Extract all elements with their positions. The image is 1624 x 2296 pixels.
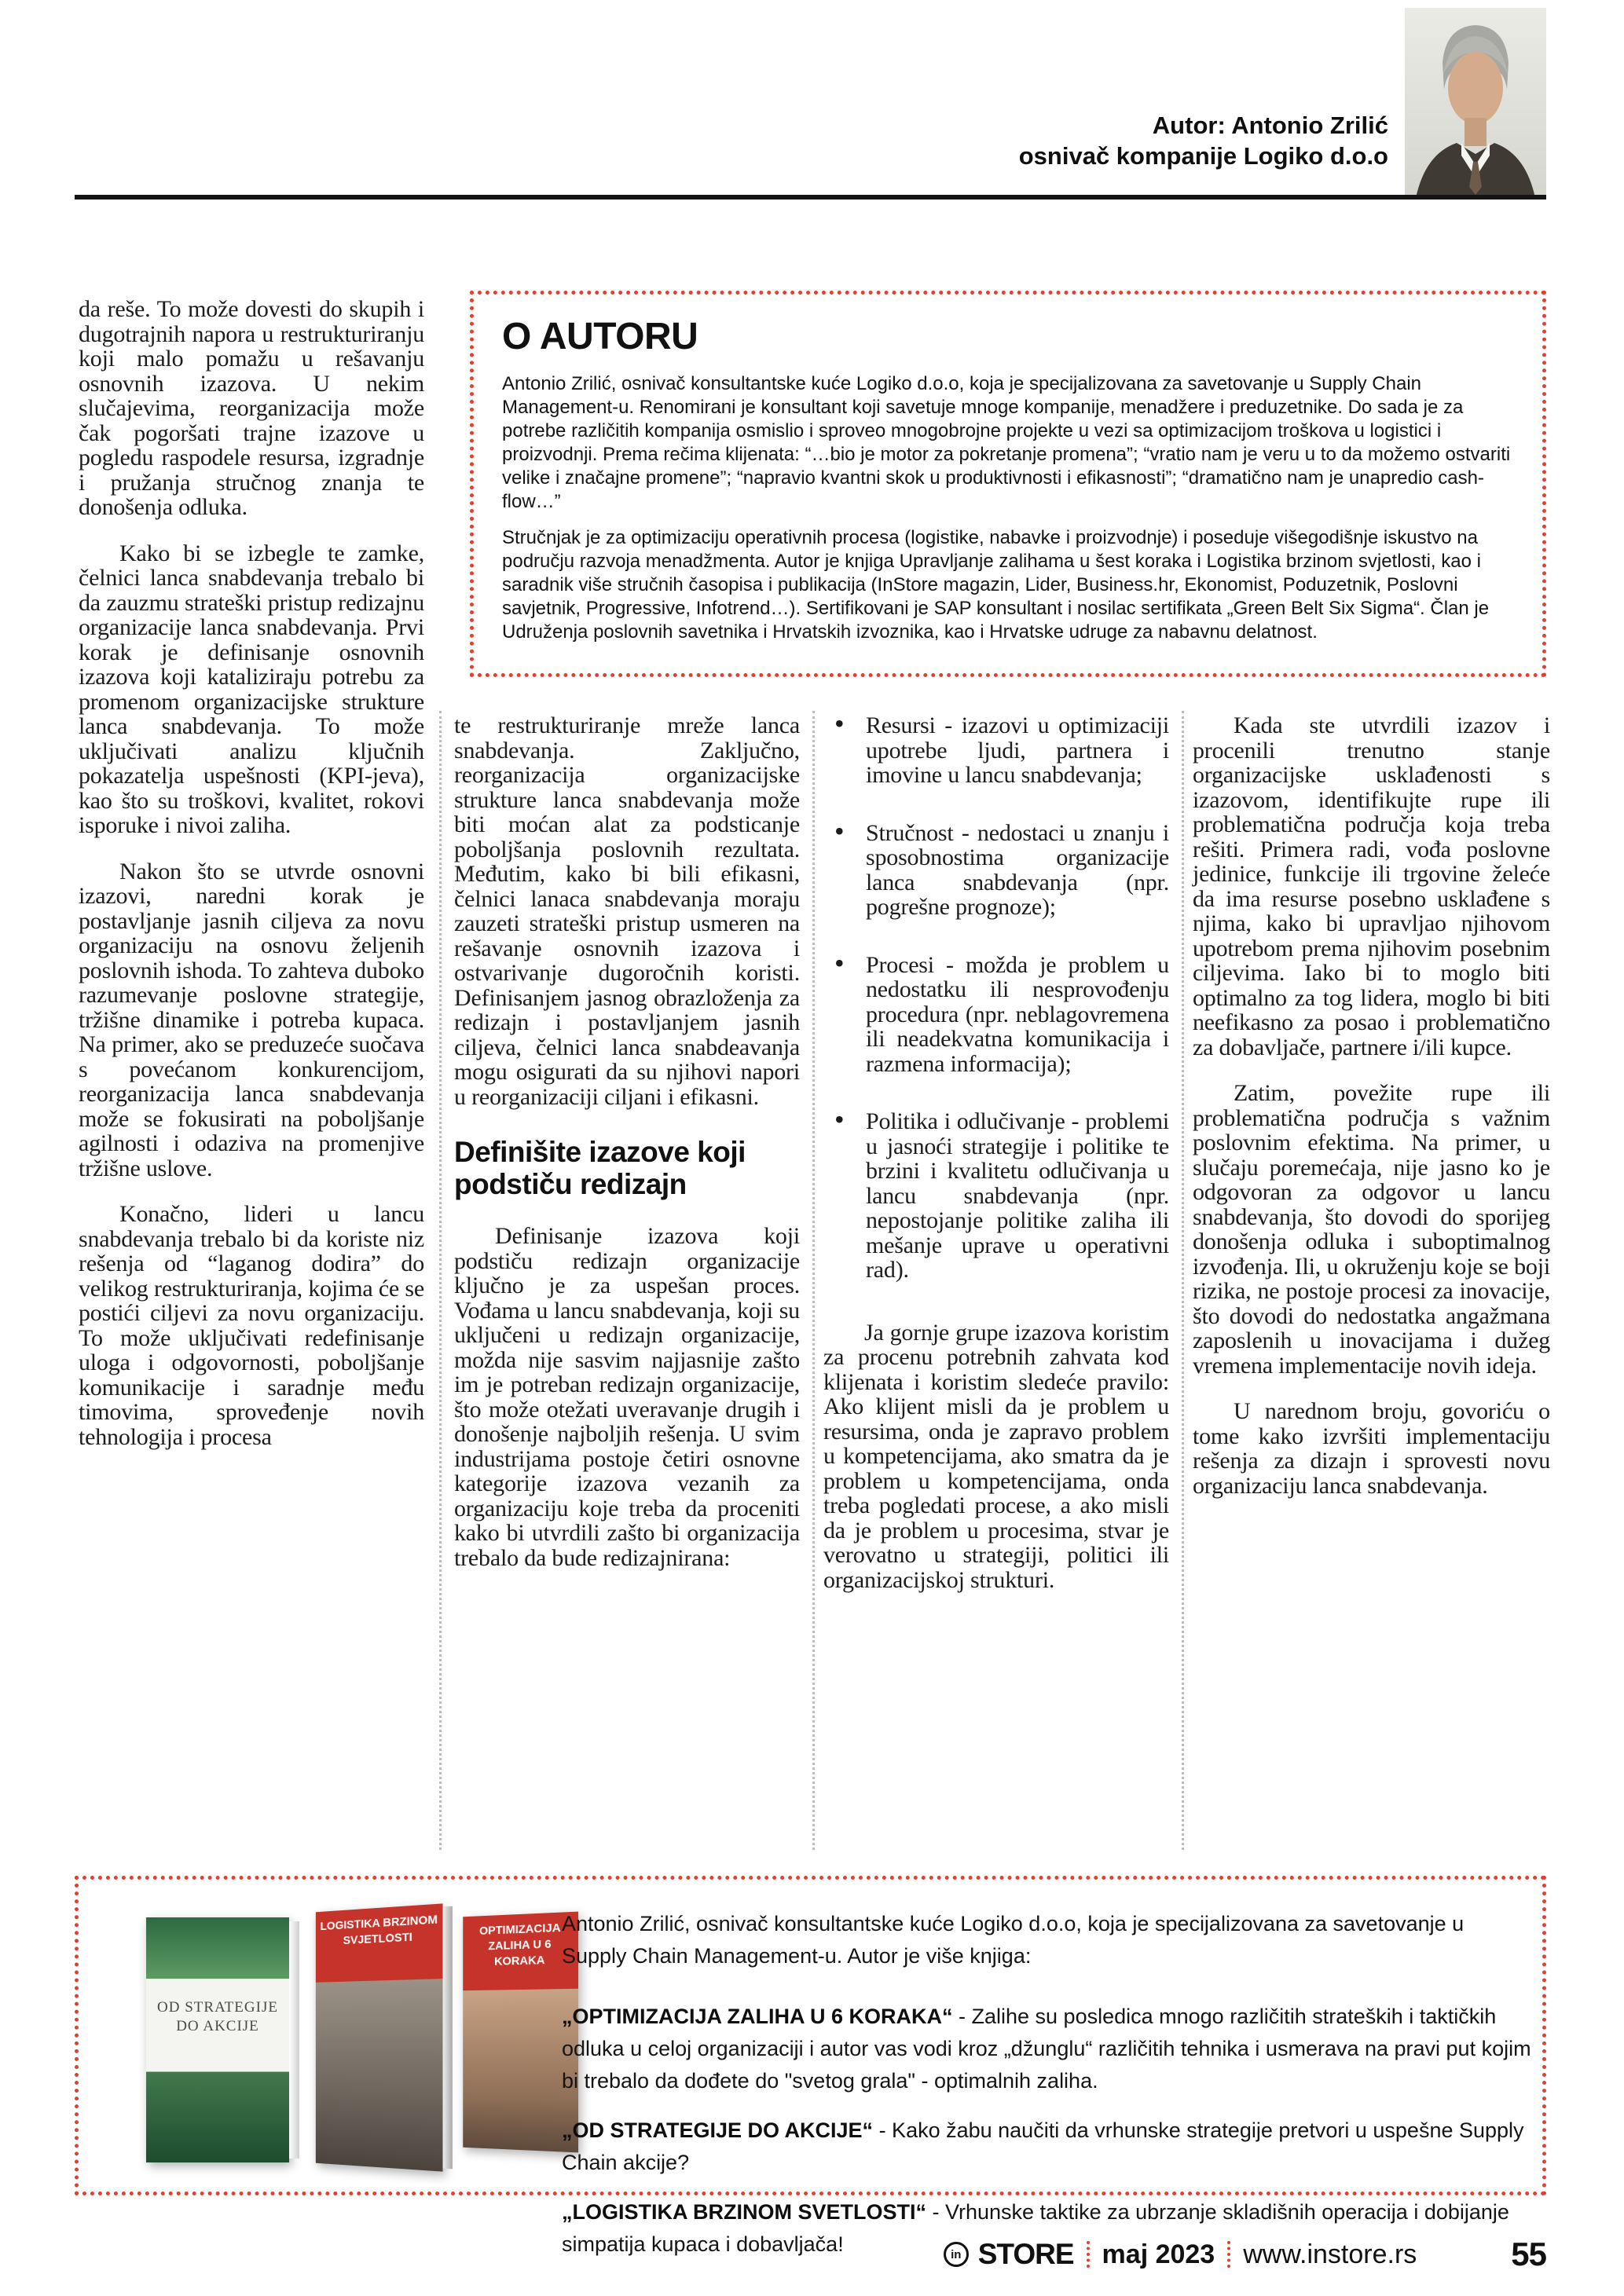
book-entry — [562, 2115, 1532, 2179]
article-paragraph: Kada ste utvrdili izazov i procenili trenutno stanje organizacijske usklađenosti s izazovom, identifikujte rupe ili problematična područja koja treba rešiti. Primera radi, vođa poslovne jedinice, funkcije ili trgovine želeće da ima resurse posebno usklađene s njima, kako bi upravljao njihovom upotrebom prema njihovim posebnim ciljevima. Iako bi to moglo biti optimalno za tog lidera, moglo bi biti neefikasno za posao i problematično za dobavljače, partnere i/ili kupce. — [1193, 712, 1550, 1060]
article-paragraph: Konačno, lideri u lancu snabdevanja trebalo bi da koriste niz rešenja od “laganog dodira” do velikog restrukturiranja, kojima će se postići ciljevi za novu organizaciju. To može uključivati redefinisanje uloga i odgovornosti, poboljšanje komunikacije i saradnje među timovima, sproveđenje novih tehnologija i procesa — [79, 1201, 424, 1450]
page-footer — [944, 2236, 1546, 2273]
book-entry-description: - Kako žabu naučiti da vrhunske strategije pretvori u uspešne Supply Chain akcije? — [562, 2118, 1524, 2174]
article-column-2 — [454, 713, 800, 1570]
footer-separator — [1087, 2241, 1090, 2268]
article-paragraph: Ja gornje grupe izazova koristim za procenu potrebnih zahvata kod klijenata i koristim sledeće pravilo: Ako klijent misli da je problem u resursima, onda je zapravo problem u kompetencijama, ako smatra da je problem u kompetencijama, onda treba pogledati procese, a ako misli da je problem u procesima, stvar je verovatno u strategiji, politici ili organizacijskoj strukturi. — [823, 1319, 1169, 1593]
book-entry-description: - Vrhunske taktike za ubrzanje skladišnih operacija i dobijanje simpatija kupaca i dobavljača! — [562, 2200, 1509, 2256]
article-paragraph: U narednom broju, govoriću o tome kako izvršiti implementaciju rešenja za dizajn i sprovesti novu organizaciju lanca snabdevanja. — [1193, 1398, 1550, 1499]
author-byline-role: osnivač kompanije Logiko d.o.o — [1018, 142, 1388, 170]
article-paragraph: te restrukturiranje mreže lanca snabdevanja. Zaključno, reorganizacija organizacijske strukture lanca snabdevanja može biti moćan alat za podsticanje poboljšanja poslovnih rezultata. Međutim, kako bi bili efikasni, čelnici lanaca snabdevanja moraju zauzeti strateški pristup usmeren na rešavanje osnovnih izazova i ostvarivanje dugoročnih koristi. Definisanjem jasnog obrazloženja za redizajn i postavljanjem jasnih ciljeva, čelnici lanca snabdeavanja mogu osigurati da su njihovi napori u reorganizaciji ciljani i efikasni. — [454, 712, 800, 1110]
book-entry-description: - Zalihe su posledica mnogo različitih strateških i taktičkih odluka u celoj organizaciji i autor vas vodi kroz „džunglu“ različitih tehnika i usmerava na pravi put kojim bi trebalo da dođete do "svetog grala" - optimalnih zaliha. — [562, 2005, 1531, 2093]
author-photo — [1405, 8, 1546, 198]
column-divider — [439, 711, 442, 1850]
book-cover-title: LOGISTIKA BRZINOM SVJETLOSTI — [320, 1913, 438, 1948]
article-paragraph: Zatim, povežite rupe ili problematična područja s važnim poslovnim efektima. Na primer, u slučaju poremećaja, nije jasno ko je odgovoran za odgovor u lancu snabdevanja, što dovodi do sporijeg donošenja odluka i suboptimalnog izvođenja. Ili, u okruženju koje se boji rizika, ne postoje procesi za inovacije, što dovodi do nedostatka angažmana zaposlenih u inovacijama i dužeg vremena implementacije novih ideja. — [1193, 1080, 1550, 1379]
author-portrait-illustration — [1405, 8, 1546, 198]
footer-separator — [1227, 2241, 1230, 2268]
section-heading: Definišite izazove koji podstiču redizajn — [454, 1136, 746, 1200]
book-entry-title: „LOGISTIKA BRZINOM SVETLOSTI“ — [562, 2200, 926, 2224]
bullet-text: • Resursi - izazovi u optimizaciji upotrebe ljudi, partnera i imovine u lancu snabdevanja; — [866, 712, 1169, 788]
book-covers-image — [108, 1905, 564, 2172]
about-author-title: O AUTORU — [502, 316, 698, 357]
book-entry — [562, 2001, 1532, 2097]
book-entry-title: „OD STRATEGIJE DO AKCIJE“ — [562, 2118, 874, 2142]
author-byline — [1019, 110, 1388, 171]
bullet-text: • Procesi - možda je problem u nedostatku ili nesprovođenju procedura (npr. neblagovremena ili neadekvatna komunikacija i razmena informacija); — [866, 951, 1169, 1077]
page-number: 55 — [1511, 2236, 1546, 2272]
book-cover-optimizacija-zaliha — [463, 1912, 578, 2153]
book-cover-logistika-brzinom-svjetlosti — [316, 1903, 443, 2171]
book-cover-title: OD STRATEGIJE DO AKCIJE — [157, 1998, 278, 2034]
about-author-paragraph-1: Antonio Zrilić, osnivač konsultantske kuće Logiko d.o.o, koja je specijalizovana za savetovanje u Supply Chain Management-u. Renomirani je konsultant koji savetuje mnoge kompanije, menadžere i preduzetnike. Do sada je za potrebe različitih kompanija osmislio i sproveo mnogobrojne projekte u vezi sa optimizacijom troškova u logistici i proizvodnji. Prema rečima klijenata: “…bio je motor za pokretanje promena”; “vratio nam je veru u to da možemo ostvariti velike i značajne promene”; “napravio kvantni skok u produktivnosti i efikasnosti”; “dramatično nam je unapredio cash-flow…” — [502, 373, 1511, 512]
article-column-3 — [823, 713, 1169, 1592]
book-entry-title: „OPTIMIZACIJA ZALIHA U 6 KORAKA“ — [562, 2005, 953, 2028]
footer-brand: STORE — [977, 2238, 1074, 2270]
article-column-4 — [1193, 713, 1550, 1498]
instore-logo-glyph: in — [951, 2247, 962, 2261]
column-divider — [1182, 711, 1184, 1850]
about-author-box — [470, 291, 1546, 677]
about-author-paragraph-2: Stručnjak je za optimizaciju operativnih procesa (logistike, nabavke i proizvodnje) i poseduje višegodišnje iskustvo na području razvoja menadžmenta. Autor je knjiga Upravljanje zalihama u šest koraka i Logistika brzinom svjetlosti, kao i saradnik više stručnih časopisa i publikacija (InStore magazin, Lider, Business.hr, Ekonomist, Poduzetnik, Poslovni savjetnik, Progressive, Infotrend…). Sertifikovani je SAP konsultant i nosilac sertifikata „Green Belt Six Sigma“. Član je Udruženja poslovnih savetnika i Hrvatskih izvoznika, kao i Hrvatske udruge za nabavnu delatnost. — [502, 527, 1490, 643]
bullet-item — [823, 1109, 1169, 1283]
article-paragraph: Kako bi se izbegle te zamke, čelnici lanca snabdevanja trebalo bi da zauzmu strateški pristup redizajnu organizacije lanca snabdevanja. Prvi korak je definisanje osnovnih izazova koji kataliziraju potrebu za promenom organizacijske strukture lanca snabdevanja. To može uključivati analizu ključnih pokazatelja uspešnosti (KPI-jeva), kao što su troškovi, kvalitet, rokovi isporuke i nivoi zaliha. — [79, 540, 424, 838]
bullet-text: • Stručnost - nedostaci u znanju i sposobnostima organizacije lanca snabdevanja (npr. pogrešne prognoze); — [866, 819, 1169, 920]
bullet-item — [823, 953, 1169, 1077]
book-cover-od-strategije-do-akcije — [146, 1917, 289, 2162]
article-paragraph: Nakon što se utvrde osnovni izazovi, naredni korak je postavljanje jasnih ciljeva za novu organizaciju na osnovu željenih poslovnih ishoda. To zahteva duboko razumevanje poslovne strategije, tržišne dinamike i potreba kupaca. Na primer, ako se preduzeće suočava s povećanom konkurencijom, reorganizacija lanca snabdevanja može se fokusirati na poboljšanje agilnosti i odaziva na promenjive tržišne uslove. — [79, 858, 424, 1181]
author-byline-name: Autor: Antonio Zrilić — [1152, 112, 1388, 139]
footer-issue-date: maj 2023 — [1102, 2239, 1215, 2269]
column-divider — [812, 711, 815, 1850]
books-intro: Antonio Zrilić, osnivač konsultantske kuće Logiko d.o.o, koja je specijalizovana za savetovanje u Supply Chain Management-u. Autor je više knjiga: — [562, 1912, 1465, 1968]
instore-logo-icon — [944, 2242, 969, 2267]
book-cover-title: OPTIMIZACIJA ZALIHA U 6 KORAKA — [479, 1921, 561, 1968]
bullet-item — [823, 821, 1169, 920]
article-paragraph: Definisanje izazova koji podstiču redizajn organizacije ključno je za uspešan proces. Vođama u lancu snabdevanja, koji su uključeni u redizajn organizacije, možda nije sasvim najjasnije zašto im je potreban redizajn organizacije, što može otežati uveravanje drugih i donošenje najboljih rešenja. U svim industrijama postoje četiri osnovne kategorije izazova vezanih za organizaciju koje treba da proceniti kako bi utvrdili zašto bi organizacija trebalo da bude redizajnirana: — [454, 1223, 800, 1571]
footer-website: www.instore.rs — [1243, 2239, 1417, 2269]
article-column-1 — [79, 297, 424, 1449]
header-divider — [75, 195, 1546, 200]
bullet-item — [823, 713, 1169, 788]
bullet-text: • Politika i odlučivanje - problemi u jasnoći strategije i politike te brzini i kvalitetu odlučivanja u lancu snabdevanja (npr. nepostojanje politike zaliha ili mešanje uprave u operativni rad). — [866, 1108, 1169, 1283]
article-paragraph: da reše. To može dovesti do skupih i dugotrajnih napora u restrukturiranju koji malo pomažu u rešavanju osnovnih izazova. U nekim slučajevima, reorganizacija može čak pogoršati trajne izazove u pogledu raspodele resursa, izgradnje i pružanja stručnog znanja te donošenja odluka. — [79, 296, 424, 520]
books-promo-text — [562, 1908, 1532, 2278]
